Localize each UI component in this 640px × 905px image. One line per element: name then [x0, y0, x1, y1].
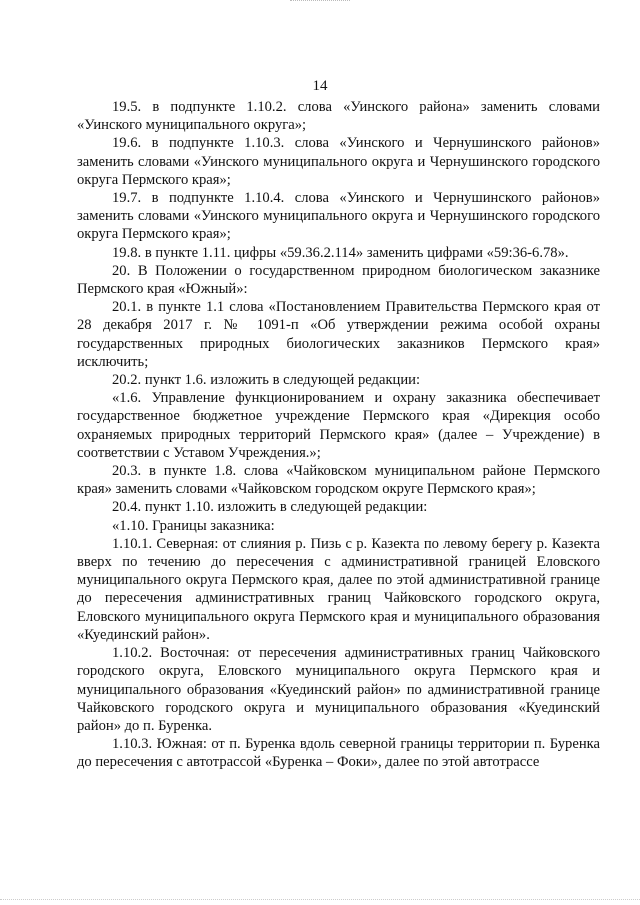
paragraph-1-10-heading: «1.10. Границы заказника: — [112, 517, 275, 534]
paragraph-20-3: 20.3. в пункте 1.8. слова «Чайковском муниципальном районе Пермского края» заменить словами «Чайковском городском округе Пермского края»; — [77, 463, 600, 498]
paragraph-19-8: 19.8. в пункте 1.11. цифры «59.36.2.114» заменить цифрами «59:36-6.78». — [112, 244, 569, 261]
paragraph-1-6-quote: «1.6. Управление функционированием и охрану заказника обеспечивает государственное бюджетное учреждение Пермского края «Дирекция особо охраняемых природных территорий Пермского края» (далее – Учреждение) в соответствии с Уставом Учреждения.»; — [77, 390, 600, 461]
paragraph-19-7: 19.7. в подпункте 1.10.4. слова «Уинского и Чернушинского районов» заменить словами «Уинского муниципального округа и Чернушинского городского округа Пермского края»; — [77, 190, 600, 243]
paragraph-19-6: 19.6. в подпункте 1.10.3. слова «Уинского и Чернушинского районов» заменить словами «Уинского муниципального округа и Чернушинского городского округа Пермского края»; — [77, 135, 600, 188]
paragraph-1-10-3: 1.10.3. Южная: от п. Буренка вдоль северной границы территории п. Буренка до пересечения с автотрассой «Буренка – Фоки», далее по этой автотрассе — [77, 736, 600, 771]
paragraph-20: 20. В Положении о государственном природном биологическом заказнике Пермского края «Южный»: — [77, 262, 600, 298]
paragraph-1-10-2: 1.10.2. Восточная: от пересечения административных границ Чайковского городского округа, Еловского муниципального округа Пермского края и муниципального образования «Куединский район» по административной границе Чайковского городского округа и муниципального образования «Куединский район» до п. Буренка. — [77, 645, 600, 734]
scan-artifact-bottom — [0, 899, 640, 901]
paragraph-20-2: 20.2. пункт 1.6. изложить в следующей редакции: — [112, 372, 421, 389]
page-number: 14 — [312, 78, 328, 94]
paragraph-20-4: 20.4. пункт 1.10. изложить в следующей редакции: — [112, 499, 428, 516]
scan-artifact-top — [290, 0, 350, 2]
paragraph-1-10-1: 1.10.1. Северная: от слияния р. Пизь с р. Казекта по левому берегу р. Казекта вверх по течению до пересечения с административной границей Еловского муниципального округа Пермского края, далее по этой административной границе до пересечения административных границ Чайковского городского округа, Еловского муниципального округа Пермского края и муниципального образования «Куединский район». — [77, 535, 600, 643]
paragraph-20-1: 20.1. в пункте 1.1 слова «Постановлением Правительства Пермского края от 28 декабря 2017 г. № 1091-п «Об утверждении режима особой охраны государственных природных биологических заказников Пермского края» исключить; — [77, 299, 600, 370]
paragraph-19-5: 19.5. в подпункте 1.10.2. слова «Уинского района» заменить словами «Уинского муниципального округа»; — [77, 99, 600, 134]
document-body — [77, 98, 600, 772]
